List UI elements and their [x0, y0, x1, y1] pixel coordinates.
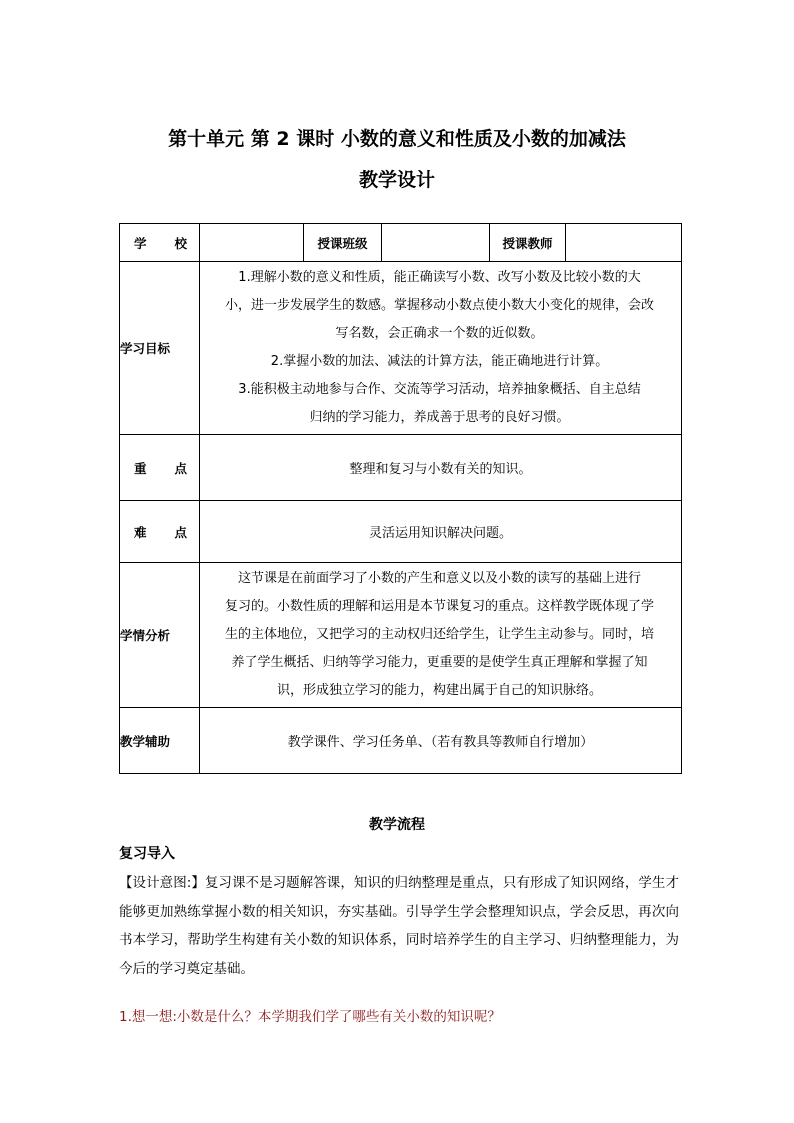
key-label-char-2: 点 — [174, 460, 187, 476]
table-row-aids — [120, 708, 682, 774]
analysis-line: 养了学生概括、归纳等学习能力，更重要的是使学生真正理解和掌握了知 — [231, 655, 648, 670]
key-label-cell — [120, 435, 200, 501]
school-label-char-2: 校 — [174, 235, 187, 251]
table-row-key — [120, 435, 682, 501]
class-label: 授课班级 — [304, 224, 382, 262]
analysis-cell — [200, 563, 682, 708]
analysis-line: 这节课是在前面学习了小数的产生和意义以及小数的读写的基础上进行 — [237, 571, 641, 586]
document-subtitle: 教学设计 — [358, 169, 435, 191]
difficult-label-char-1: 难 — [134, 524, 147, 540]
question-1: 1.想一想:小数是什么？本学期我们学了哪些有关小数的知识呢？ — [119, 1009, 501, 1025]
analysis-line: 生的主体地位，又把学习的主动权归还给学生，让学生主动参与。同时，培 — [224, 627, 654, 642]
goal-line: 写名数，会正确求一个数的近似数。 — [335, 326, 544, 341]
school-label-char-1: 学 — [134, 235, 147, 251]
teacher-value-cell — [566, 224, 682, 262]
goals-cell — [200, 262, 682, 435]
difficult-label-char-2: 点 — [174, 524, 187, 540]
goal-line: 归纳的学习能力，养成善于思考的良好习惯。 — [309, 410, 570, 425]
document-title: 第十单元 第 2 课时 小数的意义和性质及小数的加减法 — [168, 128, 626, 150]
goals-label: 学习目标 — [120, 262, 200, 435]
lesson-plan-table — [119, 223, 682, 774]
aids-label: 教学辅助 — [120, 708, 200, 774]
class-value-cell — [382, 224, 490, 262]
table-row-difficult — [120, 501, 682, 563]
difficult-label-cell — [120, 501, 200, 563]
design-intent-paragraph: 【设计意图:】复习课不是习题解答课，知识的归纳整理是重点，只有形成了知识网络，学生才能够更加熟练掌握小数的相关知识，夯实基础。引导学生学会整理知识点，学会反思，再次向书本学习，帮助学生构建有关小数的知识体系，同时培养学生的自主学习、归纳整理能力，为今后的学习奠定基础。 — [119, 875, 679, 977]
table-row-goals — [120, 262, 682, 435]
analysis-label: 学情分析 — [120, 563, 200, 708]
school-label-cell — [120, 224, 200, 262]
school-value-cell — [200, 224, 304, 262]
analysis-line: 识，形成独立学习的能力，构建出属于自己的知识脉络。 — [276, 683, 602, 698]
goal-line: 1.理解小数的意义和性质，能正确读写小数、改写小数及比较小数的大 — [238, 270, 641, 285]
table-row-analysis — [120, 563, 682, 708]
analysis-line: 复习的。小数性质的理解和运用是本节课复习的重点。这样教学既体现了学 — [224, 599, 654, 614]
teacher-label: 授课教师 — [490, 224, 566, 262]
section-heading: 复习导入 — [119, 846, 175, 862]
flow-heading: 教学流程 — [369, 817, 425, 833]
goal-line: 3.能积极主动地参与合作、交流等学习活动，培养抽象概括、自主总结 — [238, 382, 641, 397]
key-text: 整理和复习与小数有关的知识。 — [200, 435, 682, 501]
aids-text: 教学课件、学习任务单、（若有教具等教师自行增加） — [200, 708, 682, 774]
key-label-char-1: 重 — [134, 460, 147, 476]
table-row-school — [120, 224, 682, 262]
goal-line: 小，进一步发展学生的数感。掌握移动小数点使小数大小变化的规律，会改 — [224, 298, 654, 313]
goal-line: 2.掌握小数的加法、减法的计算方法，能正确地进行计算。 — [270, 354, 609, 369]
difficult-text: 灵活运用知识解决问题。 — [200, 501, 682, 563]
